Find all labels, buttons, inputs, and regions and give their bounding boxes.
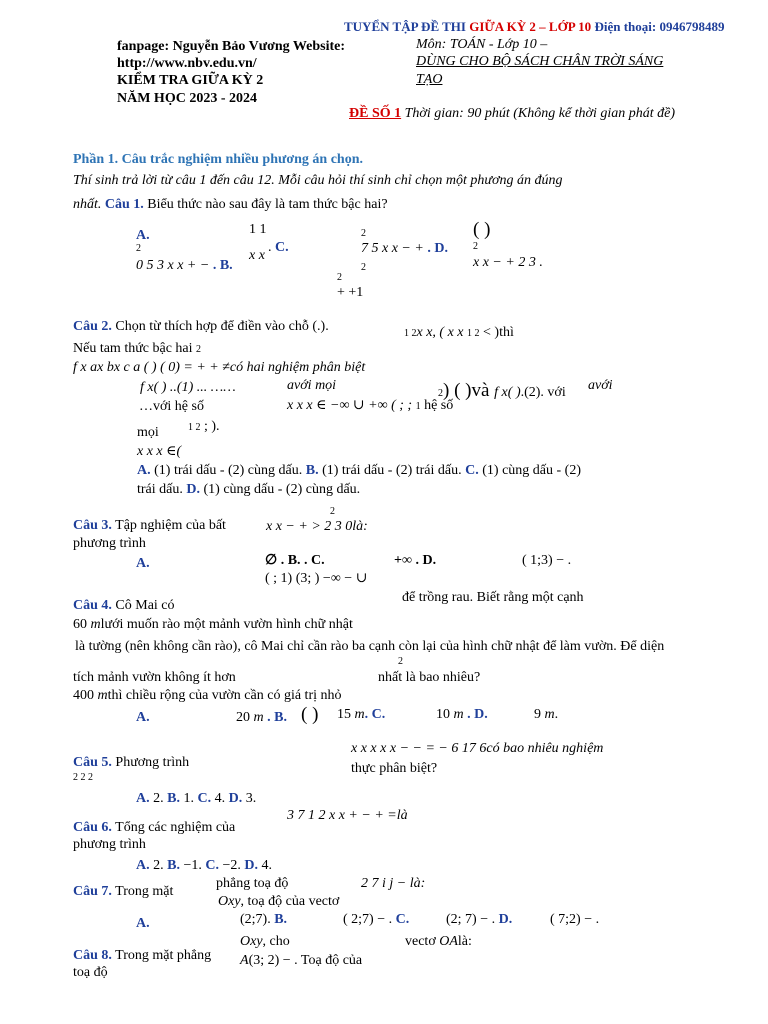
q6-text: Tổng các nghiệm của xyxy=(111,820,236,835)
book-series-line2: TẠO xyxy=(416,72,443,87)
q5-text: Phương trình xyxy=(111,755,190,770)
q8-oxy: Oxy xyxy=(240,934,263,949)
q6-line2: phương trình xyxy=(73,837,146,852)
q4-unit: m xyxy=(90,617,101,632)
q3-option-a-label[interactable]: A. xyxy=(136,556,150,571)
q7-line1 xyxy=(73,884,173,900)
q1-option-c-label[interactable]: C. xyxy=(275,240,289,255)
exam-number: ĐỀ SỐ 1 xyxy=(349,106,402,121)
q4-length: 60 xyxy=(73,617,91,632)
q2-line1 xyxy=(73,319,329,335)
q1-frac-top: 1 1 xyxy=(249,222,267,237)
q2-a1 xyxy=(287,378,336,394)
q2-a2 xyxy=(588,378,613,394)
q2-option-a: (1) trái dấu - (2) cùng dấu. xyxy=(150,463,306,478)
q1-label: Câu 1. xyxy=(104,197,144,212)
fanpage-line: fanpage: Nguyễn Bảo Vương Website: xyxy=(117,39,345,54)
q4-option-b-unit: m xyxy=(354,707,365,722)
q4-area-unit: m xyxy=(97,688,108,703)
q1-pp1: + +1 xyxy=(337,285,364,300)
q2-line4 xyxy=(140,380,236,396)
q7-label: Câu 7. xyxy=(73,884,112,899)
q1-option-c xyxy=(361,241,448,257)
q4-net: lưới muốn rào một mảnh vườn hình chữ nhật xyxy=(100,617,353,632)
q5-equation: x x x x x − − = − 6 17 6có bao nhiêu nghiệm xyxy=(351,741,604,756)
q5-option-b-label[interactable]: B. xyxy=(167,791,180,806)
q5-right2: thực phân biệt? xyxy=(351,761,438,776)
q4-line2 xyxy=(73,617,353,633)
q1-option-b-label[interactable]: . B. xyxy=(212,258,233,273)
q7-oxy: Oxy xyxy=(218,894,241,909)
q3-text: Tập nghiệm của bất xyxy=(111,518,226,533)
q4-option-d-label[interactable]: . D. xyxy=(463,707,488,722)
q6-label: Câu 6. xyxy=(73,820,112,835)
q3-line1 xyxy=(73,518,226,534)
q7-option-a-row xyxy=(240,912,287,928)
q2-option-d-label[interactable]: D. xyxy=(186,482,200,497)
q4-label: Câu 4. xyxy=(73,598,112,613)
q4-sup: 2 xyxy=(398,656,403,667)
q4-option-c-value: 10 xyxy=(436,707,454,722)
q2-option-a-label[interactable]: A. xyxy=(137,463,151,478)
q7-text: Trong mặt xyxy=(111,884,174,899)
q4-option-a-value: 20 xyxy=(236,710,254,725)
q2-interval-sub: 1 xyxy=(415,401,421,412)
q8-line2: toạ độ xyxy=(73,965,108,980)
q2-trinomial: Nếu tam thức bậc hai xyxy=(73,341,197,356)
exam-title: KIỂM TRA GIỮA KỲ 2 xyxy=(117,73,264,88)
q5-options xyxy=(136,791,256,807)
q8-point xyxy=(240,953,362,969)
q2-fx2: f x( ) xyxy=(494,385,521,400)
q3-inequality: x x − + > 2 3 0là: xyxy=(266,519,368,534)
q2-bracket-sub: 1 2 xyxy=(188,422,201,433)
q6-option-b-label[interactable]: B. xyxy=(167,858,180,873)
q2-option-c-label[interactable]: C. xyxy=(465,463,479,478)
q2-bracket-end: ; ). xyxy=(200,419,220,434)
q1-line xyxy=(73,197,388,213)
q8-line1 xyxy=(73,948,211,964)
q3-option-d: ( 1;3) − . xyxy=(522,553,572,568)
q1-eq-d: x x − + 2 3 . xyxy=(473,255,543,270)
q5-option-d: 3. xyxy=(242,791,257,806)
q2-text: Chọn từ thích hợp để điền vào chỗ (.). xyxy=(111,319,329,334)
q3-option-a: ( ; 1) (3; ) −∞ − ∪ xyxy=(265,571,368,586)
q6-line1 xyxy=(73,820,235,836)
q4-option-c-label[interactable]: . C. xyxy=(364,707,386,722)
q2-mid xyxy=(438,380,566,402)
q7-vector: 2 7 i j − là: xyxy=(361,876,426,891)
q4-option-a-label[interactable]: A. xyxy=(136,710,150,725)
q5-option-a-label[interactable]: A. xyxy=(136,791,150,806)
q4-line4a: tích mảnh vườn không ít hơn xyxy=(73,670,236,685)
part1-instruction: Thí sinh trả lời từ câu 1 đến câu 12. Mỗi câu hỏi thí sinh chỉ chọn một phương án đúng xyxy=(73,173,563,188)
q8-point-value: (3; 2) − . Toạ độ của xyxy=(248,953,363,968)
q3-option-c[interactable]: +∞ . D. xyxy=(394,553,437,568)
q2-roots xyxy=(404,325,514,341)
header-collection: TUYỂN TẬP ĐỀ THI xyxy=(344,19,470,34)
q7-option-a: (2;7). xyxy=(240,912,275,927)
q2-sup2: 2 xyxy=(196,344,202,355)
q4-line1 xyxy=(73,598,175,614)
book-series-line1: DÙNG CHO BỘ SÁCH CHÂN TRỜI SÁNG xyxy=(416,54,664,69)
q4-option-c-unit: m xyxy=(453,707,464,722)
q1-text: Biểu thức nào sau đây là tam thức bậc hai? xyxy=(143,197,388,212)
q4-line5 xyxy=(73,688,342,704)
q4-line4b: nhất là bao nhiêu? xyxy=(378,670,481,685)
q2-member: x x x ∈( xyxy=(137,444,182,459)
q4-option-b-label[interactable]: . B. xyxy=(263,710,287,725)
q1-d-sup: 2 xyxy=(473,241,478,252)
q2-sub12: 1 2 xyxy=(404,328,417,339)
q6-option-b: −1. xyxy=(179,858,206,873)
top-header xyxy=(344,20,724,35)
q8-vector-line xyxy=(405,934,472,950)
q7-line2 xyxy=(218,894,339,910)
q4-option-a xyxy=(236,710,287,726)
q5-option-c: 4. xyxy=(211,791,229,806)
q4-paren: ( ) xyxy=(301,704,319,725)
exam-code-line xyxy=(349,106,675,122)
q7-option-c: (2; 7) − . xyxy=(446,912,499,927)
q2-xx: x x, ( x x xyxy=(416,325,468,340)
q1-eq-a: 0 5 3 x x + − xyxy=(136,258,213,273)
q2-option-c: (1) cùng dấu - (2) xyxy=(478,463,582,478)
q5-option-a: 2. xyxy=(149,791,168,806)
q2-label: Câu 2. xyxy=(73,319,112,334)
q5-sub: 2 2 2 xyxy=(73,772,93,783)
q2-coef1: …với hệ số xyxy=(139,399,204,414)
q1-c-sup: 2 xyxy=(361,228,366,239)
q2-with-all: với mọi xyxy=(294,378,337,393)
q7-option-d: ( 7;2) − . xyxy=(550,912,600,927)
q2-option-c-end: trái dấu. xyxy=(137,482,187,497)
q4-option-d-unit: m xyxy=(544,707,555,722)
q3-sup: 2 xyxy=(330,506,335,517)
q6-option-c: −2. xyxy=(219,858,245,873)
q2-mid-paren: ) ( )và xyxy=(443,380,495,401)
q8-la: là: xyxy=(457,934,472,949)
q4-right: để trồng rau. Biết rằng một cạnh xyxy=(402,590,584,605)
part1-title: Phần 1. Câu trắc nghiệm nhiều phương án chọn. xyxy=(73,152,363,167)
q1-d-paren: ( ) xyxy=(473,219,491,240)
q7-option-b-row xyxy=(343,912,409,928)
q4-line3: là tường (nên không cần rào), cô Mai chỉ cần rào ba cạnh còn lại của hình chữ nhật để làm vườn. Để diện xyxy=(75,639,665,654)
q2-a1-var: a xyxy=(287,378,294,393)
q1-b-end xyxy=(268,240,289,256)
q2-with: .(2). với xyxy=(520,385,566,400)
q2-a2-var: a xyxy=(588,378,595,393)
q2-line2 xyxy=(73,341,201,357)
q2-a2-with: với xyxy=(595,378,613,393)
q1-frac-bottom: x x xyxy=(249,248,265,263)
q2-all: mọi xyxy=(137,425,159,440)
q8-point-name: A xyxy=(240,953,249,968)
q6-option-c-label[interactable]: C. xyxy=(205,858,219,873)
website-url[interactable]: http://www.nbv.edu.vn/ xyxy=(117,56,257,71)
q8-label: Câu 8. xyxy=(73,948,112,963)
q2-option-d: (1) cùng dấu - (2) cùng dấu. xyxy=(200,482,361,497)
q5-line1 xyxy=(73,755,189,771)
q4-width: thì chiều rộng của vườn cần có giá trị nhỏ xyxy=(107,688,342,703)
q3-option-b[interactable]: ∅ . B. . C. xyxy=(265,553,325,568)
header-phone: Điện thoại: 0946798489 xyxy=(591,19,725,34)
q7-option-c-row xyxy=(446,912,512,928)
q1-c-sup2: 2 xyxy=(361,262,366,273)
q2-option-b: (1) trái dấu - (2) trái dấu. xyxy=(318,463,466,478)
q2-options-row1 xyxy=(137,463,581,479)
q3-label: Câu 3. xyxy=(73,518,112,533)
exam-duration: Thời gian: 90 phút (Không kể thời gian phát đề) xyxy=(401,106,676,121)
q6-option-d: 4. xyxy=(258,858,273,873)
q1-option-a-label[interactable]: A. xyxy=(136,228,150,243)
q7-option-b-label[interactable]: B. xyxy=(274,912,288,927)
q2-option-b-label[interactable]: B. xyxy=(305,463,319,478)
q7-mid: phẳng toạ độ xyxy=(216,876,289,891)
q8-text: Trong mặt phẳng xyxy=(111,948,212,963)
q3-line2: phương trình xyxy=(73,536,146,551)
q6-option-a: 2. xyxy=(149,858,168,873)
q2-line3: f x ax bx c a ( ) ( 0) = + + ≠có hai nghiệm phân biệt xyxy=(73,360,366,375)
q6-equation: 3 7 1 2 x x + − + =là xyxy=(287,808,408,823)
q4-option-b-value: 15 xyxy=(337,707,355,722)
q1-eq-c: 7 5 x x − + xyxy=(361,241,428,256)
q2-coef2: hệ số xyxy=(420,398,454,413)
q6-options xyxy=(136,858,272,874)
q2-fx1: f x( ) ..(1) ... …… xyxy=(140,380,236,395)
q2-options-row2 xyxy=(137,482,360,498)
q1-option-a xyxy=(136,258,233,274)
q5-option-c-label[interactable]: C. xyxy=(197,791,212,806)
q4-option-b xyxy=(337,707,385,723)
q1-b-dot: . xyxy=(268,240,272,255)
q2-bracket xyxy=(188,419,220,435)
q2-interval xyxy=(287,398,453,414)
q8-oa: OA xyxy=(439,934,458,949)
q1-option-d-label[interactable]: . D. xyxy=(427,241,448,256)
q7-vec-text: , toạ độ của vectơ xyxy=(240,894,340,909)
q4-option-d-dot: . xyxy=(554,707,559,722)
q7-option-a-label[interactable]: A. xyxy=(136,916,150,931)
q7-option-c-label[interactable]: C. xyxy=(395,912,410,927)
q4-option-a-unit: m xyxy=(253,710,264,725)
q5-option-d-label[interactable]: D. xyxy=(228,791,243,806)
q1-sup: 2 xyxy=(136,243,141,254)
q2-mid-sup: 2 xyxy=(438,388,443,399)
q2-then: < )thì xyxy=(479,325,514,340)
q7-option-d-label[interactable]: D. xyxy=(498,912,513,927)
q1-pp-sup: 2 xyxy=(337,272,342,283)
q6-option-d-label[interactable]: D. xyxy=(244,858,259,873)
q7-option-b: ( 2;7) − . xyxy=(343,912,396,927)
q5-option-b: 1. xyxy=(179,791,198,806)
q4-area: 400 xyxy=(73,688,98,703)
part1-instruction-end: nhất. xyxy=(73,197,102,212)
q4-option-d-value: 9 xyxy=(534,707,545,722)
q2-interval-expr: x x x ∈ −∞ ∪ +∞ ( ; ; xyxy=(287,398,416,413)
q8-oxy-line xyxy=(240,934,290,950)
q8-vector-word: vectơ xyxy=(405,934,440,949)
q4-option-d xyxy=(534,707,558,723)
q4-option-c xyxy=(436,707,488,723)
q8-cho: , cho xyxy=(262,934,290,949)
header-grade: GIỮA KỲ 2 – LỚP 10 xyxy=(469,19,592,34)
q5-label: Câu 5. xyxy=(73,755,112,770)
school-year: NĂM HỌC 2023 - 2024 xyxy=(117,91,257,106)
q6-option-a-label[interactable]: A. xyxy=(136,858,150,873)
subject-line: Môn: TOÁN - Lớp 10 – xyxy=(416,37,548,52)
q4-text: Cô Mai có xyxy=(111,598,175,613)
q2-sub12b: 1 2 xyxy=(467,328,480,339)
